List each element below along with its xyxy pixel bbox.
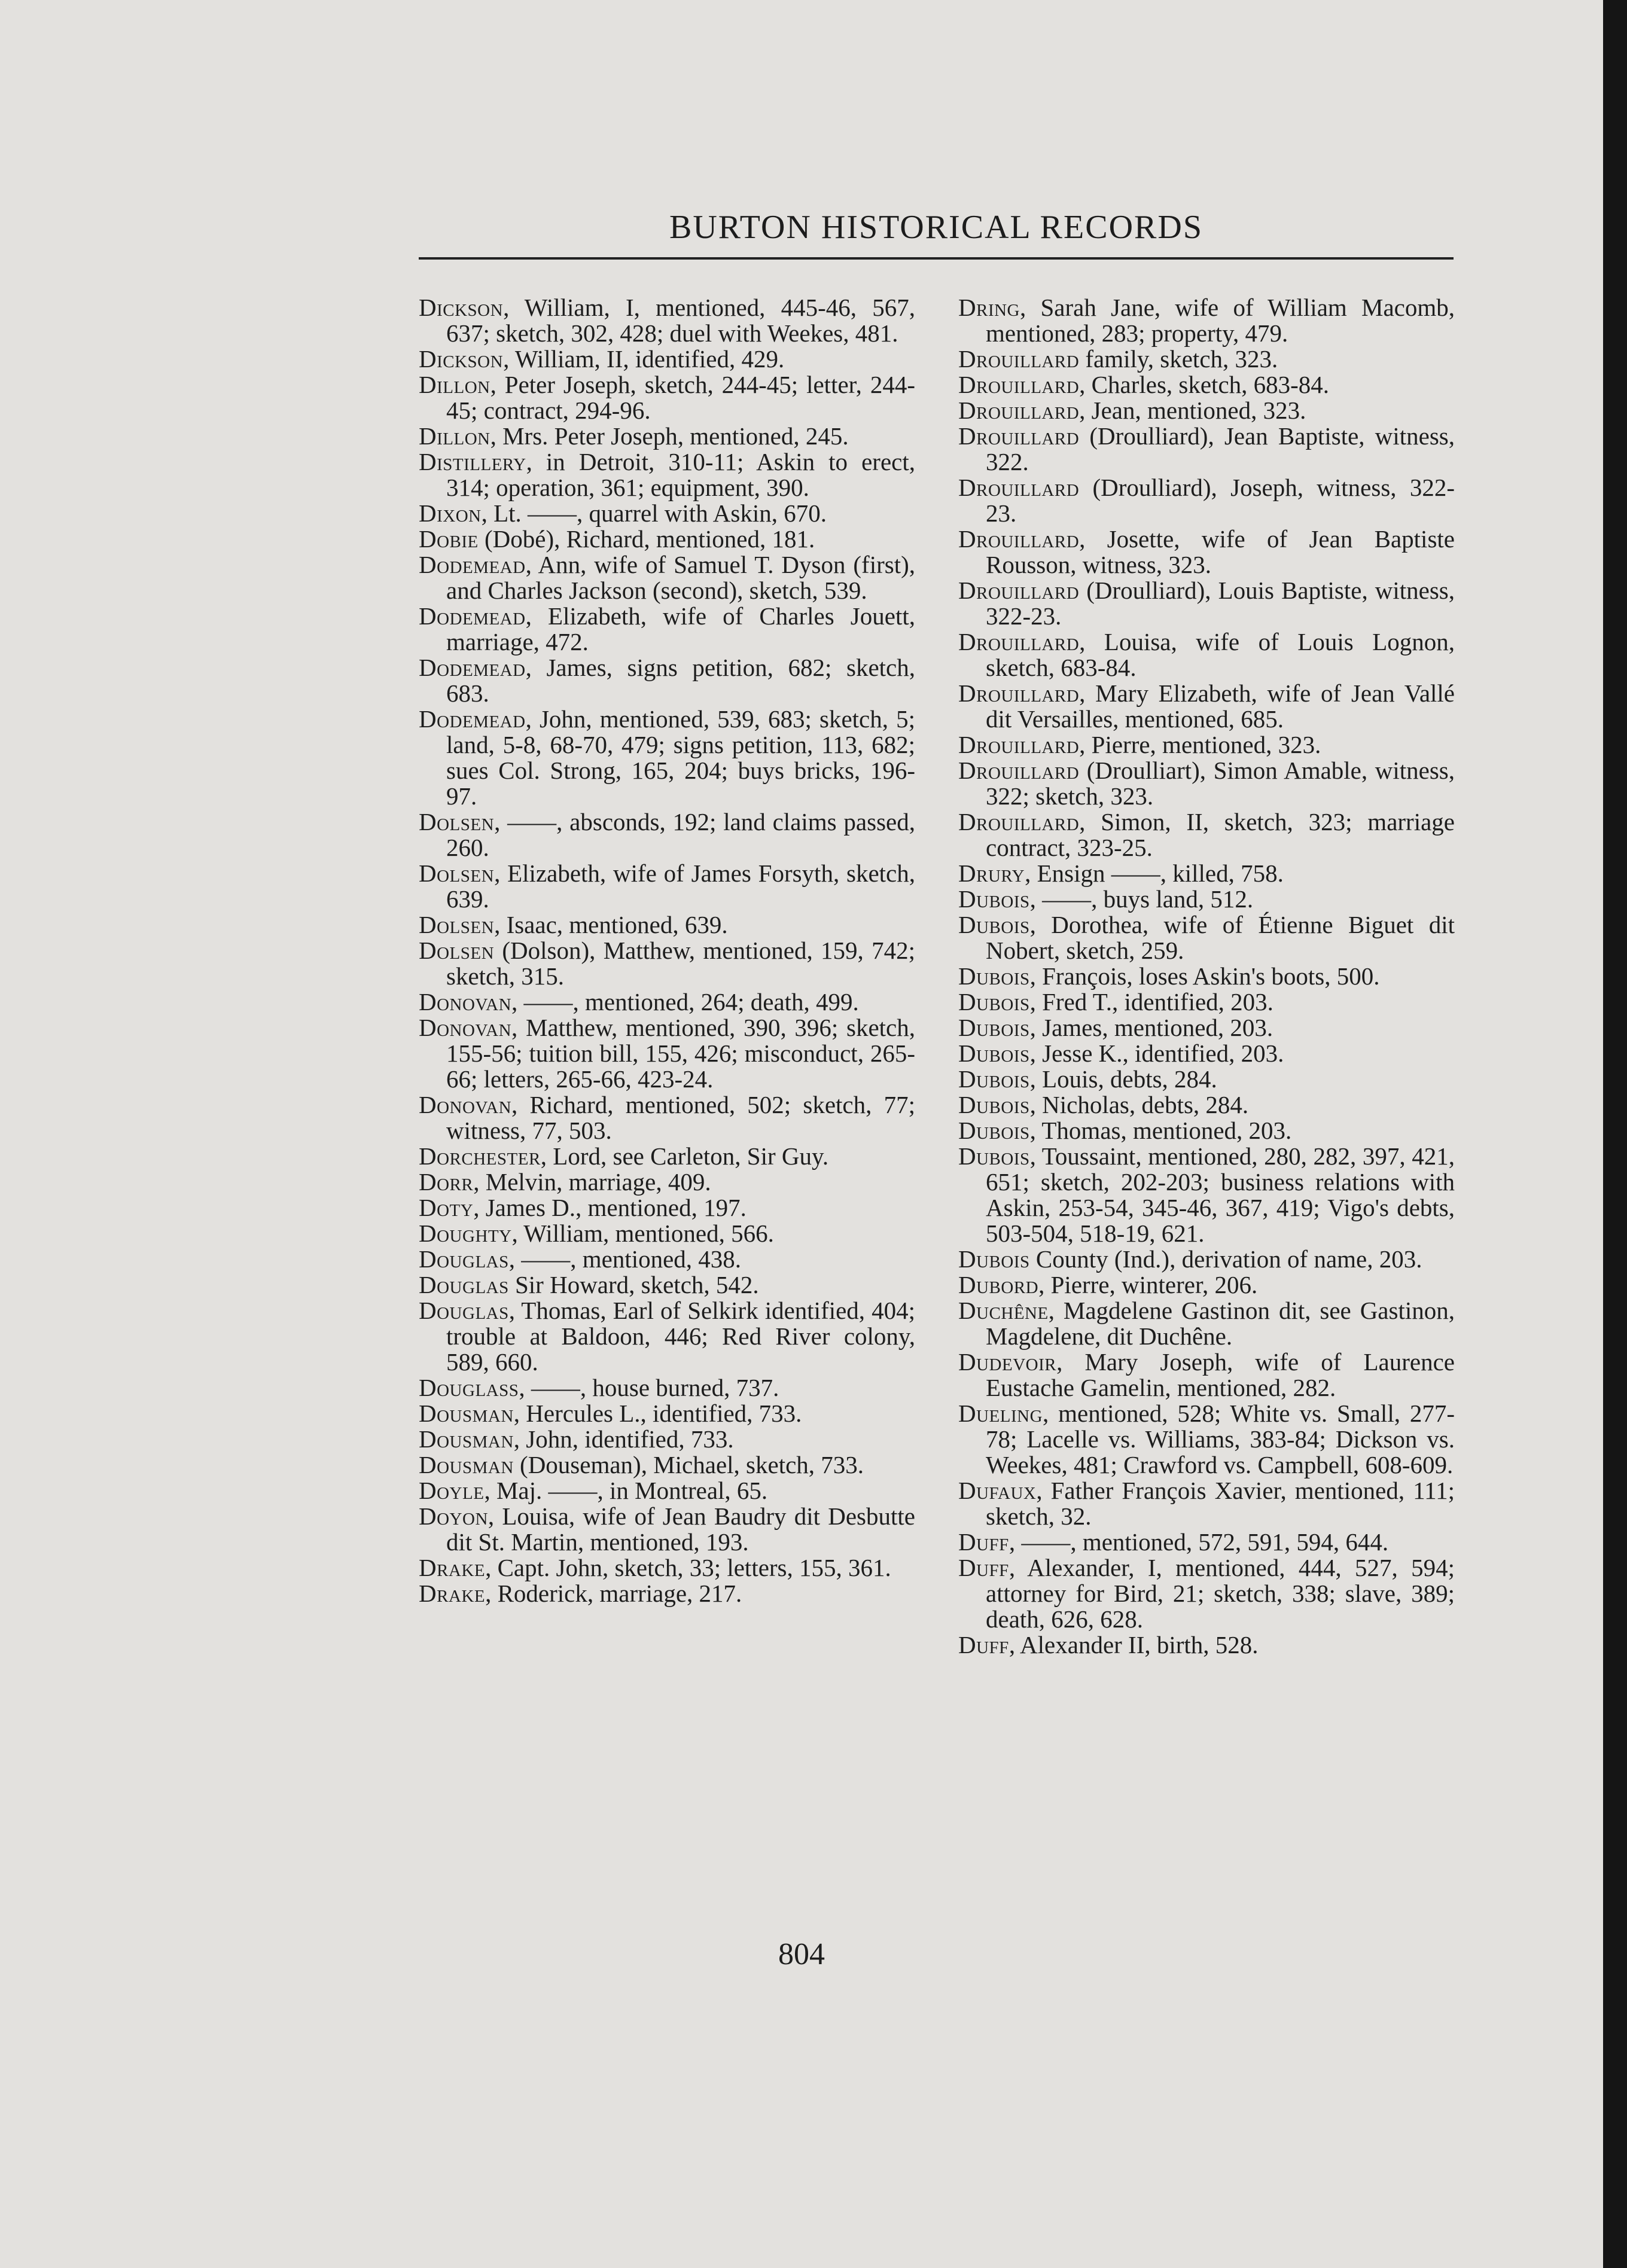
entry-text: , Louisa, wife of Jean Baudry dit Desbutte dit St. Martin, mentioned, 193.: [446, 1502, 915, 1556]
running-head: BURTON HISTORICAL RECORDS: [669, 209, 1203, 246]
entry-text: , in Detroit, 310-11; Askin to erect, 314; operation, 361; equipment, 390.: [446, 448, 915, 501]
entry-text: , Pierre, mentioned, 323.: [1079, 731, 1321, 758]
index-entry: [958, 475, 1455, 526]
entry-heading: Douglas: [419, 1245, 509, 1273]
entry-heading: Drouillard: [958, 757, 1080, 784]
entry-heading: Drouillard: [958, 731, 1080, 758]
entry-text: , William, II, identified, 429.: [503, 345, 785, 373]
entry-heading: Drouillard: [958, 628, 1080, 656]
entry-heading: Dolsen: [419, 911, 495, 938]
entry-text: , Louisa, wife of Louis Lognon, sketch, 683-84.: [986, 628, 1455, 681]
index-entry: [958, 1555, 1455, 1632]
entry-heading: Dodemead: [419, 551, 526, 578]
index-entry: [419, 603, 915, 655]
entry-heading: Dubois: [958, 911, 1030, 938]
entry-text: , James, signs petition, 682; sketch, 683.: [446, 654, 915, 707]
entry-heading: Dubois: [958, 1245, 1030, 1273]
entry-text: , James, mentioned, 203.: [1029, 1014, 1273, 1041]
index-entry: [958, 1632, 1455, 1658]
index-entry: [958, 295, 1455, 346]
entry-heading: Dueling: [958, 1400, 1043, 1427]
entry-heading: Dring: [958, 294, 1020, 321]
entry-text: Sir Howard, sketch, 542.: [508, 1271, 759, 1298]
entry-heading: Dickson: [419, 345, 504, 373]
entry-heading: Drouillard: [958, 397, 1080, 424]
index-entry: [958, 423, 1455, 475]
entry-heading: Dufaux: [958, 1477, 1037, 1504]
entry-heading: Drouillard: [958, 525, 1080, 553]
index-entry: [958, 1401, 1455, 1478]
entry-text: (Dobé), Richard, mentioned, 181.: [478, 525, 815, 553]
entry-text: , Louis, debts, 284.: [1029, 1065, 1217, 1093]
index-entry: [419, 1144, 915, 1169]
entry-text: , ——, mentioned, 264; death, 499.: [511, 988, 859, 1016]
index-entry: [419, 1375, 915, 1401]
index-entry: [958, 1529, 1455, 1555]
entry-heading: Doyle: [419, 1477, 485, 1504]
index-entry: [958, 578, 1455, 629]
entry-heading: Dubois: [958, 1014, 1030, 1041]
entry-heading: Dixon: [419, 499, 482, 527]
entry-text: , Matthew, mentioned, 390, 396; sketch, 155-56; tuition bill, 155, 426; misconduct, 265-66; letters, 265-66, 423-24.: [446, 1014, 915, 1093]
entry-text: , Mrs. Peter Joseph, mentioned, 245.: [490, 422, 849, 450]
index-entry: [419, 706, 915, 809]
entry-heading: Dubois: [958, 1117, 1030, 1144]
entry-text: , John, mentioned, 539, 683; sketch, 5; land, 5-8, 68-70, 479; signs petition, 113, 682; sues Col. Strong, 165, 204; buys bricks, 196-97.: [446, 705, 915, 810]
entry-text: , Peter Joseph, sketch, 244-45; letter, 244-45; contract, 294-96.: [446, 371, 915, 424]
entry-heading: Dubois: [958, 1142, 1030, 1170]
index-entry: [958, 346, 1455, 372]
entry-text: , mentioned, 528; White vs. Small, 277-78; Lacelle vs. Williams, 383-84; Dickson vs. Weekes, 481; Crawford vs. Campbell, 608-609.: [986, 1400, 1455, 1479]
entry-text: , Jean, mentioned, 323.: [1079, 397, 1306, 424]
entry-text: , Josette, wife of Jean Baptiste Rousson, witness, 323.: [986, 525, 1455, 578]
entry-heading: Duff: [958, 1554, 1009, 1581]
index-entry: [958, 1144, 1455, 1246]
entry-text: family, sketch, 323.: [1079, 345, 1278, 373]
index-entry: [958, 1478, 1455, 1529]
entry-text: , Hercules L., identified, 733.: [513, 1400, 802, 1427]
entry-text: , François, loses Askin's boots, 500.: [1029, 962, 1380, 990]
entry-text: , Alexander II, birth, 528.: [1009, 1631, 1259, 1659]
index-entry: [419, 552, 915, 603]
entry-text: , Melvin, marriage, 409.: [473, 1168, 711, 1196]
index-entry: [419, 912, 915, 938]
index-entry: [419, 861, 915, 912]
entry-text: , Lt. ——, quarrel with Askin, 670.: [481, 499, 827, 527]
entry-heading: Dubord: [958, 1271, 1039, 1298]
entry-heading: Dodemead: [419, 705, 526, 733]
index-entry: [958, 526, 1455, 578]
entry-heading: Dubois: [958, 1040, 1030, 1067]
entry-text: (Droulliard), Joseph, witness, 322-23.: [986, 474, 1455, 527]
entry-text: , Roderick, marriage, 217.: [485, 1580, 742, 1607]
entry-text: , ——, mentioned, 572, 591, 594, 644.: [1009, 1528, 1389, 1556]
entry-text: , ——, house burned, 737.: [519, 1374, 779, 1401]
entry-text: , ——, absconds, 192; land claims passed, 260.: [446, 808, 915, 861]
entry-text: , Ann, wife of Samuel T. Dyson (first), and Charles Jackson (second), sketch, 539.: [446, 551, 915, 604]
index-entry: [419, 1195, 915, 1221]
index-entry: [419, 1298, 915, 1375]
entry-heading: Dubois: [958, 962, 1030, 990]
index-entry: [958, 1015, 1455, 1041]
entry-text: , Capt. John, sketch, 33; letters, 155, 361.: [485, 1554, 891, 1581]
entry-heading: Doughty: [419, 1220, 512, 1247]
index-entry: [958, 681, 1455, 732]
entry-text: , Isaac, mentioned, 639.: [494, 911, 728, 938]
index-entry: [958, 886, 1455, 912]
entry-text: , Magdelene Gastinon dit, see Gastinon, Magdelene, dit Duchêne.: [986, 1297, 1455, 1350]
entry-heading: Dolsen: [419, 859, 495, 887]
entry-heading: Douglass: [419, 1374, 519, 1401]
entry-heading: Drake: [419, 1580, 486, 1607]
entry-heading: Dillon: [419, 371, 490, 398]
index-entry: [958, 1092, 1455, 1118]
index-entry: [958, 372, 1455, 398]
entry-heading: Drake: [419, 1554, 486, 1581]
scan-edge: [1603, 0, 1627, 2268]
entry-heading: Drouillard: [958, 808, 1080, 836]
index-entry: [419, 1092, 915, 1144]
index-entry: [958, 758, 1455, 809]
entry-text: , John, identified, 733.: [513, 1425, 734, 1453]
entry-text: , Charles, sketch, 683-84.: [1079, 371, 1330, 398]
entry-text: , William, I, mentioned, 445-46, 567, 637; sketch, 302, 428; duel with Weekes, 481.: [446, 294, 915, 347]
index-entry: [419, 295, 915, 346]
entry-text: , Fred T., identified, 203.: [1029, 988, 1273, 1016]
index-entry: [958, 912, 1455, 964]
index-entry: [419, 1246, 915, 1272]
entry-heading: Drouillard: [958, 345, 1080, 373]
entry-heading: Drury: [958, 859, 1025, 887]
entry-text: , Lord, see Carleton, Sir Guy.: [540, 1142, 829, 1170]
entry-text: (Droulliard), Louis Baptiste, witness, 322-23.: [986, 577, 1455, 630]
index-entry: [958, 1298, 1455, 1349]
entry-heading: Dorr: [419, 1168, 474, 1196]
entry-text: , Father François Xavier, mentioned, 111; sketch, 32.: [986, 1477, 1455, 1530]
index-entry: [419, 526, 915, 552]
index-entry: [419, 1169, 915, 1195]
header-rule: [419, 257, 1454, 260]
entry-text: , Dorothea, wife of Étienne Biguet dit Nobert, sketch, 259.: [986, 911, 1455, 964]
index-entry: [419, 1401, 915, 1426]
entry-text: , Mary Joseph, wife of Laurence Eustache Gamelin, mentioned, 282.: [986, 1348, 1455, 1401]
index-entry: [958, 1349, 1455, 1401]
entry-heading: Donovan: [419, 1091, 512, 1118]
entry-text: , Ensign ——, killed, 758.: [1025, 859, 1284, 887]
entry-text: , ——, mentioned, 438.: [508, 1245, 742, 1273]
entry-heading: Doty: [419, 1194, 474, 1221]
entry-heading: Dickson: [419, 294, 504, 321]
entry-heading: Douglas: [419, 1297, 509, 1324]
index-entry: [419, 1221, 915, 1246]
entry-heading: Dodemead: [419, 654, 526, 681]
index-entry: [958, 732, 1455, 758]
index-column-right: [958, 295, 1455, 1658]
entry-heading: Duchêne: [958, 1297, 1049, 1324]
entry-text: (Douseman), Michael, sketch, 733.: [513, 1451, 864, 1479]
index-entry: [958, 1246, 1455, 1272]
entry-heading: Drouillard: [958, 474, 1080, 501]
index-column-left: [419, 295, 915, 1606]
entry-heading: Dousman: [419, 1451, 514, 1479]
entry-text: , Toussaint, mentioned, 280, 282, 397, 421, 651; sketch, 202-203; business relations with Askin, 253-54, 345-46, 367, 419; Vigo's debts, 503-504, 518-19, 621.: [986, 1142, 1455, 1247]
entry-text: (Droulliard), Jean Baptiste, witness, 322.: [986, 422, 1455, 475]
index-entry: [419, 938, 915, 989]
index-entry: [419, 1478, 915, 1504]
entry-text: , Nicholas, debts, 284.: [1029, 1091, 1249, 1118]
entry-heading: Dubois: [958, 1091, 1030, 1118]
entry-heading: Drouillard: [958, 422, 1080, 450]
index-entry: [958, 809, 1455, 861]
entry-heading: Drouillard: [958, 679, 1080, 707]
entry-heading: Dubois: [958, 1065, 1030, 1093]
index-entry: [419, 423, 915, 449]
entry-text: (Dolson), Matthew, mentioned, 159, 742; sketch, 315.: [446, 937, 915, 990]
entry-text: , Elizabeth, wife of James Forsyth, sketch, 639.: [446, 859, 915, 913]
index-entry: [958, 861, 1455, 886]
entry-heading: Dolsen: [419, 937, 495, 964]
entry-heading: Donovan: [419, 1014, 512, 1041]
index-entry: [958, 1041, 1455, 1066]
entry-text: , Pierre, winterer, 206.: [1038, 1271, 1258, 1298]
index-entry: [419, 1426, 915, 1452]
entry-heading: Doyon: [419, 1502, 488, 1530]
index-entry: [419, 989, 915, 1015]
index-entry: [958, 1066, 1455, 1092]
page-number: 804: [778, 1937, 825, 1971]
entry-heading: Dubois: [958, 885, 1030, 913]
entry-text: , Jesse K., identified, 203.: [1029, 1040, 1284, 1067]
entry-text: County (Ind.), derivation of name, 203.: [1029, 1245, 1422, 1273]
index-entry: [419, 1581, 915, 1606]
entry-heading: Duff: [958, 1528, 1009, 1556]
entry-text: , James D., mentioned, 197.: [473, 1194, 747, 1221]
entry-text: (Droulliart), Simon Amable, witness, 322; sketch, 323.: [986, 757, 1455, 810]
entry-text: , Thomas, mentioned, 203.: [1029, 1117, 1292, 1144]
index-entry: [958, 398, 1455, 423]
entry-heading: Dorchester: [419, 1142, 541, 1170]
index-entry: [958, 629, 1455, 681]
index-entry: [419, 1015, 915, 1092]
entry-text: , ——, buys land, 512.: [1029, 885, 1254, 913]
entry-heading: Donovan: [419, 988, 512, 1016]
entry-heading: Dodemead: [419, 602, 526, 630]
entry-heading: Dolsen: [419, 808, 495, 836]
entry-heading: Dousman: [419, 1425, 514, 1453]
entry-text: , Mary Elizabeth, wife of Jean Vallé dit Versailles, mentioned, 685.: [986, 679, 1455, 733]
index-entry: [419, 449, 915, 501]
entry-heading: Dousman: [419, 1400, 514, 1427]
index-entry: [419, 1272, 915, 1298]
entry-text: , Richard, mentioned, 502; sketch, 77; witness, 77, 503.: [446, 1091, 915, 1144]
index-entry: [419, 501, 915, 526]
index-entry: [419, 1555, 915, 1581]
entry-heading: Dobie: [419, 525, 479, 553]
index-entry: [958, 1118, 1455, 1144]
entry-text: , Simon, II, sketch, 323; marriage contract, 323-25.: [986, 808, 1455, 861]
entry-heading: Drouillard: [958, 371, 1080, 398]
entry-heading: Dubois: [958, 988, 1030, 1016]
entry-heading: Drouillard: [958, 577, 1080, 604]
entry-heading: Duff: [958, 1631, 1009, 1659]
entry-heading: Distillery: [419, 448, 526, 475]
index-entry: [419, 1504, 915, 1555]
index-entry: [419, 372, 915, 423]
entry-text: , Alexander, I, mentioned, 444, 527, 594; attorney for Bird, 21; sketch, 338; slave, 389; death, 626, 628.: [986, 1554, 1455, 1633]
index-entry: [958, 989, 1455, 1015]
entry-text: , Thomas, Earl of Selkirk identified, 404; trouble at Baldoon, 446; Red River colony, 589, 660.: [446, 1297, 915, 1376]
entry-text: , Sarah Jane, wife of William Macomb, mentioned, 283; property, 479.: [986, 294, 1455, 347]
index-entry: [958, 964, 1455, 989]
index-entry: [419, 655, 915, 706]
index-entry: [419, 1452, 915, 1478]
index-entry: [419, 346, 915, 372]
entry-heading: Dillon: [419, 422, 490, 450]
entry-heading: Douglas: [419, 1271, 509, 1298]
entry-text: , Maj. ——, in Montreal, 65.: [484, 1477, 768, 1504]
index-entry: [419, 809, 915, 861]
entry-heading: Dudevoir: [958, 1348, 1057, 1376]
index-entry: [958, 1272, 1455, 1298]
entry-text: , Elizabeth, wife of Charles Jouett, marriage, 472.: [446, 602, 915, 656]
entry-text: , William, mentioned, 566.: [511, 1220, 774, 1247]
